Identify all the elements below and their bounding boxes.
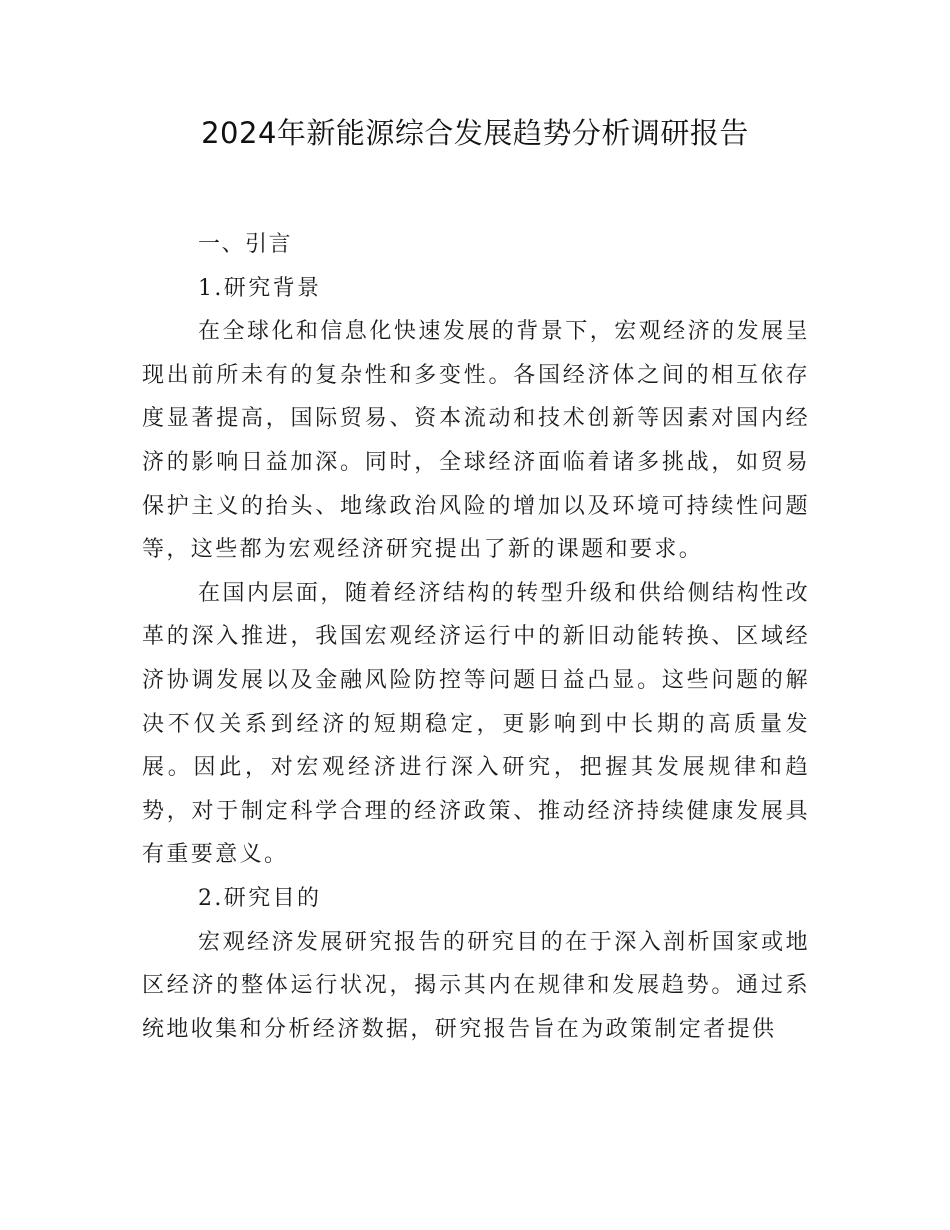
paragraph-background-2: 在国内层面，随着经济结构的转型升级和供给侧结构性改革的深入推进，我国宏观经济运行中的新旧动能转换、区域经济协调发展以及金融风险防控等问题日益凸显。这些问题的解决不仅关系到经济的短期稳定，更影响到中长期的高质量发展。因此，对宏观经济进行深入研究，把握其发展规律和趋势，对于制定科学合理的经济政策、推动经济持续健康发展具有重要意义。 bbox=[142, 580, 810, 868]
subsection-heading-purpose: 2.研究目的 bbox=[198, 885, 322, 911]
paragraph-purpose-1: 宏观经济发展研究报告的研究目的在于深入剖析国家或地区经济的整体运行状况，揭示其内在规律和发展趋势。通过系统地收集和分析经济数据，研究报告旨在为政策制定者提供 bbox=[142, 929, 810, 1042]
document-body bbox=[142, 223, 810, 1051]
paragraph-background-1: 在全球化和信息化快速发展的背景下，宏观经济的发展呈现出前所未有的复杂性和多变性。各国经济体之间的相互依存度显著提高，国际贸易、资本流动和技术创新等因素对国内经济的影响日益加深。同时，全球经济面临着诸多挑战，如贸易保护主义的抬头、地缘政治风险的增加以及环境可持续性问题等，这些都为宏观经济研究提出了新的课题和要求。 bbox=[142, 319, 810, 563]
document-title: 2024年新能源综合发展趋势分析调研报告 bbox=[201, 116, 749, 150]
section-heading-introduction: 一、引言 bbox=[198, 232, 293, 257]
subsection-heading-background: 1.研究背景 bbox=[198, 275, 322, 301]
